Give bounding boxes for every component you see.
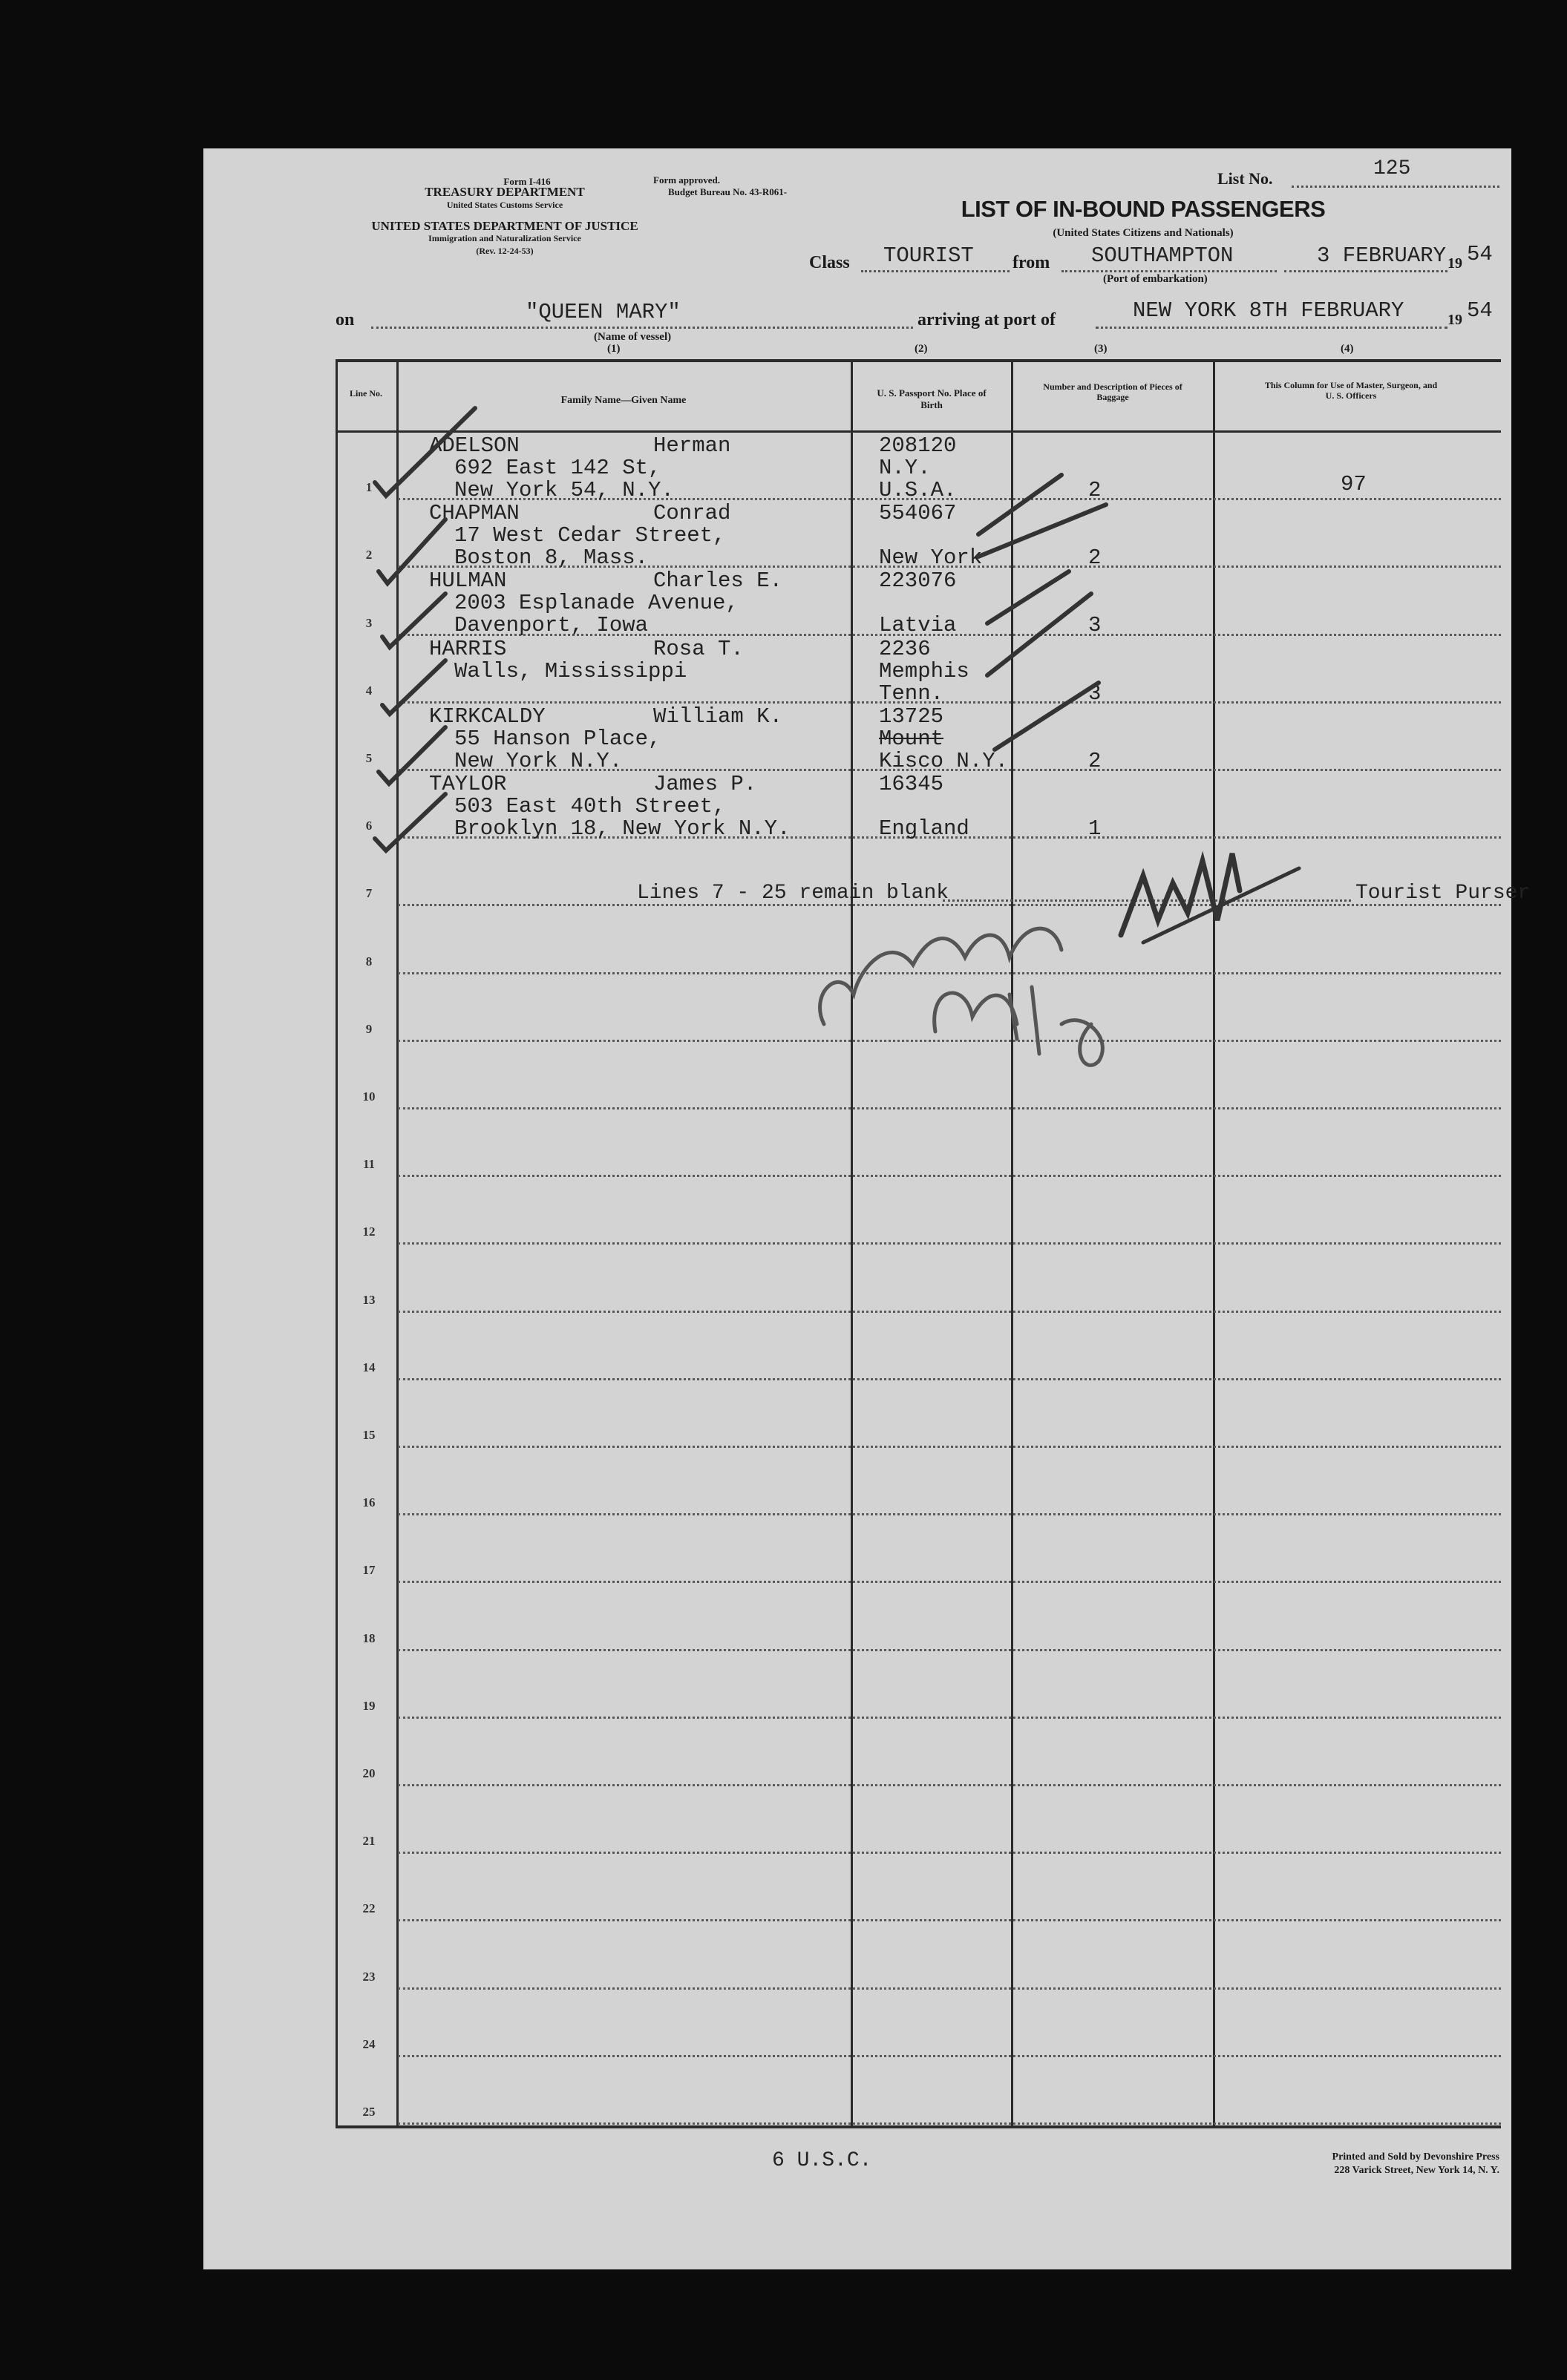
passport-number: 554067 [879, 501, 957, 526]
check-mark [375, 794, 445, 850]
budget-bureau: Budget Bureau No. 43-R061- [668, 186, 788, 197]
family-name: CHAPMAN [429, 501, 520, 526]
form-number: Form I-416 [503, 176, 551, 187]
family-name: KIRKCALDY [429, 704, 546, 729]
col-num-3: (3) [1094, 343, 1108, 355]
given-name: Herman [653, 433, 731, 458]
col-num-1: (1) [607, 343, 621, 355]
line-number: 16 [362, 1495, 376, 1510]
birth-place-2: Tenn. [879, 681, 944, 706]
birth-place-2: New York [879, 545, 983, 571]
line-number: 15 [362, 1428, 376, 1442]
given-name: Charles E. [653, 568, 783, 594]
port-embarkation-label: (Port of embarkation) [1103, 273, 1208, 285]
address-line-1: 17 West Cedar Street, [454, 523, 726, 548]
footer-printer-2: 228 Varick Street, New York 14, N. Y. [1334, 2165, 1499, 2176]
line-number: 6 [365, 819, 373, 833]
col-num-4: (4) [1341, 343, 1354, 355]
arriving-label: arriving at port of [917, 310, 1056, 330]
line-number: 24 [362, 2036, 376, 2051]
address-line-2: New York 54, N.Y. [454, 478, 674, 502]
class-value: TOURIST [883, 243, 974, 268]
form-subtitle: (United States Citizens and Nationals) [1053, 227, 1234, 239]
address-line-1: 55 Hanson Place, [454, 726, 661, 751]
baggage-check-stroke [995, 681, 1102, 750]
arrival-year-suffix: 54 [1467, 298, 1493, 323]
baggage-count: 3 [1088, 613, 1102, 638]
list-no-label: List No. [1217, 169, 1273, 188]
from-value: SOUTHAMPTON [1091, 243, 1234, 268]
line-number: 21 [362, 1834, 376, 1849]
address-line-1: 692 East 142 St, [454, 456, 661, 480]
line-number: 2 [365, 548, 373, 563]
given-name: Rosa T. [653, 636, 744, 661]
address-line-1: Walls, Mississippi [454, 658, 687, 683]
col-header-passport: U. S. Passport No. Place of Birth [877, 387, 987, 410]
address-line-1: 503 East 40th Street, [454, 794, 726, 819]
line-number: 9 [365, 1021, 373, 1036]
vessel-label: (Name of vessel) [594, 331, 672, 343]
family-name: TAYLOR [429, 772, 507, 796]
address-line-2: Boston 8, Mass. [454, 545, 649, 571]
line-number: 4 [365, 683, 373, 698]
form-title: LIST OF IN-BOUND PASSENGERS [961, 196, 1326, 222]
on-label: on [336, 310, 355, 330]
birth-place-1: Memphis [879, 658, 969, 683]
baggage-count: 2 [1088, 748, 1102, 773]
birth-place-2: Latvia [879, 613, 957, 638]
line-number: 1 [365, 480, 373, 495]
check-mark [379, 519, 445, 583]
address-line-2: New York N.Y. [454, 748, 623, 773]
col-num-2: (2) [915, 343, 928, 355]
line-number: 18 [362, 1630, 376, 1645]
line-number: 25 [362, 2105, 376, 2119]
line-number: 10 [362, 1089, 376, 1104]
arrival-year-prefix: 19 [1447, 312, 1462, 328]
line-number: 7 [365, 886, 373, 901]
vessel-name: "QUEEN MARY" [526, 300, 681, 324]
baggage-count: 3 [1088, 681, 1102, 706]
passport-number: 13725 [879, 704, 944, 729]
line-number: 11 [362, 1157, 376, 1172]
treasury-dept: TREASURY DEPARTMENT [425, 185, 585, 199]
passport-number: 223076 [879, 568, 957, 594]
passport-number: 2236 [879, 636, 931, 661]
year-prefix: 19 [1447, 255, 1462, 272]
admission-scribble [1032, 987, 1102, 1065]
baggage-check-stroke [987, 571, 1069, 623]
family-name: ADELSON [429, 433, 520, 458]
line-number: 22 [362, 1901, 376, 1916]
address-line-2: Davenport, Iowa [454, 613, 649, 638]
birth-place-1: N.Y. [879, 456, 931, 480]
check-mark [382, 660, 445, 714]
given-name: Conrad [653, 501, 731, 526]
given-name: William K. [653, 704, 783, 729]
arrival-value: NEW YORK 8TH FEBRUARY [1133, 298, 1404, 323]
col-header-name: Family Name—Given Name [560, 395, 687, 406]
ins-service: Immigration and Naturalization Service [428, 233, 581, 243]
admission-scribble [935, 993, 1017, 1032]
justice-dept: UNITED STATES DEPARTMENT OF JUSTICE [371, 219, 638, 233]
line-number: 17 [362, 1563, 376, 1578]
line-number: 19 [362, 1698, 376, 1713]
line-number: 3 [365, 615, 373, 630]
baggage-count: 2 [1088, 478, 1102, 502]
address-line-2: Brooklyn 18, New York N.Y. [454, 816, 791, 841]
line-number: 5 [365, 751, 373, 765]
year-suffix: 54 [1467, 242, 1493, 266]
list-number: 125 [1373, 157, 1411, 180]
col-header-officers: This Column for Use of Master, Surgeon, and U. S. Officers [1264, 380, 1438, 401]
customs-service: United States Customs Service [446, 200, 563, 210]
line-number: 20 [362, 1766, 376, 1780]
passport-number: 208120 [879, 433, 957, 458]
blank-lines-note: Lines 7 - 25 remain blank [637, 882, 949, 905]
col-header-baggage: Number and Description of Pieces of Baggage [1043, 381, 1182, 402]
class-label: Class [809, 253, 850, 272]
line-number: 23 [362, 1969, 376, 1984]
baggage-count: 1 [1088, 816, 1102, 841]
given-name: James P. [653, 772, 757, 796]
check-mark [379, 727, 445, 784]
line-number: 12 [362, 1225, 376, 1239]
revision-date: (Rev. 12-24-53) [476, 246, 534, 256]
footer-usc: 6 U.S.C. [772, 2149, 872, 2172]
from-label: from [1013, 253, 1050, 272]
address-line-1: 2003 Esplanade Avenue, [454, 591, 739, 616]
birth-place-2: Kisco N.Y. [879, 748, 1009, 773]
baggage-check-stroke [978, 505, 1106, 557]
officer-note: 97 [1341, 472, 1367, 496]
birth-place-2: England [879, 816, 969, 841]
check-mark [375, 408, 475, 496]
family-name: HULMAN [429, 568, 507, 594]
departure-date: 3 FEBRUARY [1317, 243, 1447, 268]
line-number: 8 [365, 954, 373, 968]
family-name: HARRIS [429, 636, 507, 661]
form-approved: Form approved. [653, 174, 721, 186]
passport-number: 16345 [879, 772, 944, 796]
footer-printer-1: Printed and Sold by Devonshire Press [1332, 2151, 1499, 2163]
baggage-count: 2 [1088, 545, 1102, 571]
baggage-check-stroke [987, 594, 1091, 675]
purser-note: Tourist Purser [1355, 882, 1531, 905]
check-mark [382, 594, 445, 647]
line-number: 14 [362, 1360, 376, 1374]
birth-place-1: Mount [879, 726, 944, 751]
col-header-line-no: Line No. [349, 388, 382, 399]
line-number: 13 [362, 1292, 376, 1307]
baggage-check-stroke [978, 475, 1061, 534]
birth-place-2: U.S.A. [879, 478, 957, 502]
